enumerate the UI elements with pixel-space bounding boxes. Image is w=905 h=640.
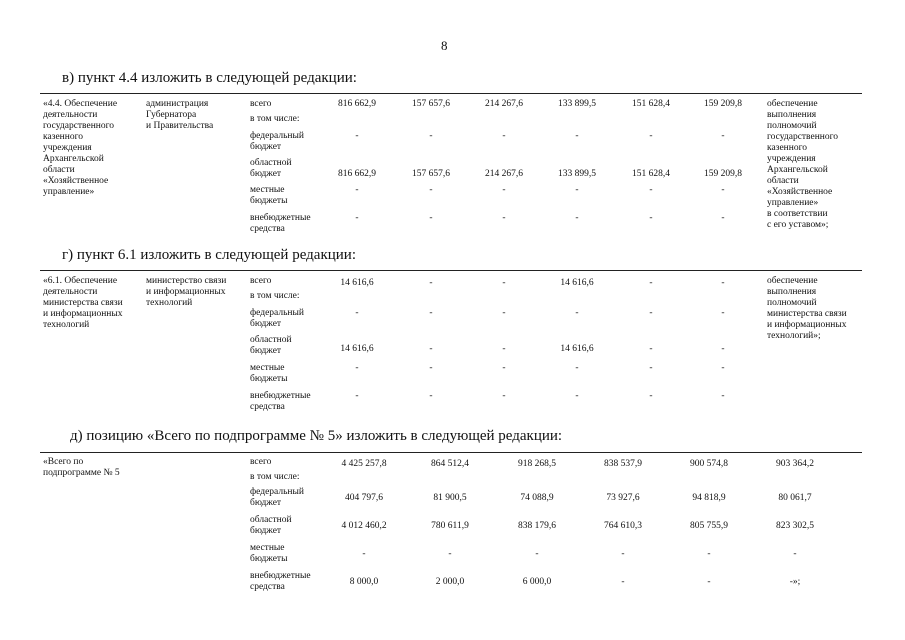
value-cell: - (649, 213, 653, 223)
value-cell: 14 616,6 (340, 278, 374, 288)
value-cell: 214 267,6 (485, 99, 523, 109)
value-cell: 74 088,9 (520, 493, 554, 503)
row-label: в том числе: (250, 472, 300, 482)
row-label: областной бюджет (250, 335, 292, 356)
row-label: всего (250, 457, 272, 467)
row-label: внебюджетные средства (250, 571, 311, 592)
value-cell: 838 537,9 (604, 459, 642, 469)
value-cell: - (649, 185, 653, 195)
row-label: областной бюджет (250, 158, 292, 179)
row-label: внебюджетные средства (250, 391, 311, 412)
value-cell: - (355, 363, 359, 373)
value-cell: - (793, 549, 797, 559)
value-cell: - (502, 391, 506, 401)
section-v-executor: администрация Губернатора и Правительства (146, 99, 214, 131)
row-label: федеральный бюджет (250, 487, 304, 508)
value-cell: 159 209,8 (704, 99, 742, 109)
section-heading-v: в) пункт 4.4 изложить в следующей редакции: (62, 70, 357, 86)
section-d-item: «Всего по подпрограмме № 5 (43, 457, 120, 478)
section-heading-g: г) пункт 6.1 изложить в следующей редакции: (62, 247, 356, 263)
value-cell: 816 662,9 (338, 99, 376, 109)
row-label: внебюджетные средства (250, 213, 311, 234)
value-cell: 73 927,6 (606, 493, 640, 503)
section-v-item: «4.4. Обеспечение деятельности государственного казенного учреждения Архангельской области «Хозяйственное управление» (43, 99, 118, 197)
value-cell: 4 425 257,8 (341, 459, 387, 469)
value-cell: - (575, 363, 579, 373)
value-cell: - (721, 213, 725, 223)
value-cell: 838 179,6 (518, 521, 556, 531)
value-cell: - (355, 391, 359, 401)
value-cell: 133 899,5 (558, 99, 596, 109)
row-label: федеральный бюджет (250, 131, 304, 152)
value-cell: - (721, 363, 725, 373)
value-cell: - (707, 577, 711, 587)
value-cell: 900 574,8 (690, 459, 728, 469)
value-cell: - (575, 213, 579, 223)
value-cell: 133 899,5 (558, 169, 596, 179)
value-cell: -»; (789, 577, 801, 587)
value-cell: - (721, 131, 725, 141)
value-cell: 14 616,6 (560, 278, 594, 288)
value-cell: - (355, 131, 359, 141)
section-g-executor: министерство связи и информационных технологий (146, 276, 227, 308)
value-cell: 4 012 460,2 (341, 521, 387, 531)
value-cell: 918 268,5 (518, 459, 556, 469)
value-cell: - (621, 577, 625, 587)
page-number: 8 (441, 38, 448, 53)
value-cell: - (649, 363, 653, 373)
value-cell: - (649, 344, 653, 354)
section-g-result: обеспечение выполнения полномочий министерства связи и информационных технологий»; (767, 276, 847, 341)
value-cell: 6 000,0 (522, 577, 552, 587)
value-cell: - (502, 308, 506, 318)
value-cell: 151 628,4 (632, 99, 670, 109)
value-cell: - (429, 131, 433, 141)
value-cell: - (721, 344, 725, 354)
value-cell: - (502, 363, 506, 373)
section-v-top-rule (40, 93, 862, 94)
section-v-result: обеспечение выполнения полномочий государственного казенного учреждения Архангельской области «Хозяйственное управление» в соответствии с его уставом»; (767, 99, 839, 230)
section-g-top-rule (40, 270, 862, 271)
value-cell: - (721, 308, 725, 318)
value-cell: - (429, 344, 433, 354)
value-cell: - (575, 308, 579, 318)
section-g-item: «6.1. Обеспечение деятельности министерства связи и информационных технологий (43, 276, 123, 330)
row-label: всего (250, 276, 272, 286)
value-cell: 903 364,2 (776, 459, 814, 469)
row-label: всего (250, 99, 272, 109)
value-cell: - (502, 344, 506, 354)
value-cell: 214 267,6 (485, 169, 523, 179)
row-label: местные бюджеты (250, 543, 288, 564)
row-label: в том числе: (250, 114, 300, 124)
row-label: местные бюджеты (250, 185, 288, 206)
value-cell: - (429, 185, 433, 195)
value-cell: - (362, 549, 366, 559)
value-cell: - (721, 391, 725, 401)
value-cell: - (721, 278, 725, 288)
value-cell: - (355, 213, 359, 223)
value-cell: 151 628,4 (632, 169, 670, 179)
value-cell: - (721, 185, 725, 195)
value-cell: - (429, 278, 433, 288)
value-cell: - (575, 391, 579, 401)
value-cell: 823 302,5 (776, 521, 814, 531)
value-cell: 816 662,9 (338, 169, 376, 179)
value-cell: - (621, 549, 625, 559)
section-d-top-rule (40, 452, 862, 453)
value-cell: 2 000,0 (435, 577, 465, 587)
value-cell: 94 818,9 (692, 493, 726, 503)
value-cell: - (649, 308, 653, 318)
value-cell: - (649, 278, 653, 288)
value-cell: - (575, 185, 579, 195)
value-cell: 404 797,6 (345, 493, 383, 503)
section-heading-d: д) позицию «Всего по подпрограмме № 5» изложить в следующей редакции: (70, 428, 563, 444)
value-cell: - (502, 185, 506, 195)
value-cell: - (649, 391, 653, 401)
value-cell: 764 610,3 (604, 521, 642, 531)
value-cell: - (355, 185, 359, 195)
value-cell: - (502, 213, 506, 223)
value-cell: 157 657,6 (412, 169, 450, 179)
value-cell: 159 209,8 (704, 169, 742, 179)
value-cell: - (429, 363, 433, 373)
value-cell: - (575, 131, 579, 141)
value-cell: 80 061,7 (778, 493, 812, 503)
row-label: местные бюджеты (250, 363, 288, 384)
value-cell: 81 900,5 (433, 493, 467, 503)
row-label: в том числе: (250, 291, 300, 301)
value-cell: 805 755,9 (690, 521, 728, 531)
value-cell: - (502, 131, 506, 141)
value-cell: - (429, 308, 433, 318)
value-cell: 14 616,6 (560, 344, 594, 354)
value-cell: - (707, 549, 711, 559)
value-cell: 8 000,0 (349, 577, 379, 587)
value-cell: 157 657,6 (412, 99, 450, 109)
row-label: федеральный бюджет (250, 308, 304, 329)
value-cell: - (502, 278, 506, 288)
value-cell: 780 611,9 (431, 521, 469, 531)
value-cell: - (448, 549, 452, 559)
row-label: областной бюджет (250, 515, 292, 536)
value-cell: 864 512,4 (431, 459, 469, 469)
value-cell: - (649, 131, 653, 141)
value-cell: 14 616,6 (340, 344, 374, 354)
value-cell: - (429, 213, 433, 223)
value-cell: - (535, 549, 539, 559)
value-cell: - (355, 308, 359, 318)
value-cell: - (429, 391, 433, 401)
